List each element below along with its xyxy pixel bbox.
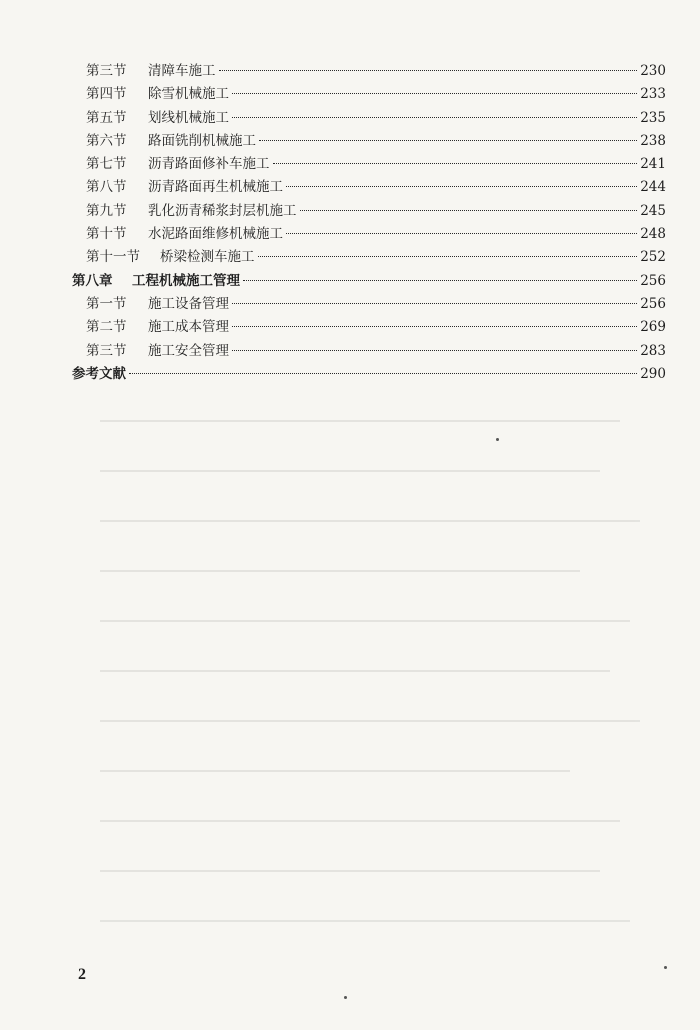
dot-leader bbox=[232, 303, 637, 304]
toc-entry[interactable] bbox=[72, 293, 666, 316]
section-title: 水泥路面维修机械施工 bbox=[148, 226, 283, 243]
section-number: 第四节 bbox=[86, 86, 127, 103]
page-number: 235 bbox=[640, 109, 666, 126]
section-title: 沥青路面再生机械施工 bbox=[148, 179, 283, 196]
dot-leader bbox=[129, 373, 637, 374]
page-number: 230 bbox=[640, 63, 666, 79]
dot-leader bbox=[300, 210, 638, 211]
page-number: 238 bbox=[640, 132, 666, 149]
page-number: 241 bbox=[640, 156, 666, 173]
section-number: 第一节 bbox=[86, 295, 127, 312]
section-number: 第八节 bbox=[86, 179, 127, 196]
print-speck bbox=[496, 438, 499, 441]
toc-entry[interactable] bbox=[72, 107, 666, 130]
dot-leader bbox=[273, 163, 638, 164]
chapter-title: 工程机械施工管理 bbox=[132, 272, 240, 289]
section-number: 第十节 bbox=[86, 226, 127, 243]
dot-leader bbox=[219, 70, 638, 71]
dot-leader bbox=[258, 256, 638, 257]
section-number: 第二节 bbox=[86, 319, 127, 336]
chapter-number: 第八章 bbox=[72, 272, 113, 289]
toc-entry[interactable] bbox=[72, 223, 666, 246]
toc-entry[interactable] bbox=[72, 60, 666, 83]
section-title: 施工成本管理 bbox=[148, 319, 229, 336]
section-title: 桥梁检测车施工 bbox=[160, 249, 255, 266]
folio-page-number: 2 bbox=[78, 966, 86, 983]
section-title: 乳化沥青稀浆封层机施工 bbox=[148, 202, 297, 219]
section-title: 路面铣削机械施工 bbox=[148, 132, 256, 149]
dot-leader bbox=[286, 233, 637, 234]
print-speck bbox=[664, 966, 667, 969]
page-number: 245 bbox=[640, 202, 666, 219]
page-number: 244 bbox=[640, 179, 666, 196]
section-number: 第十一节 bbox=[86, 249, 140, 266]
toc-entry[interactable] bbox=[72, 153, 666, 176]
toc-entry[interactable] bbox=[72, 200, 666, 223]
section-number: 第六节 bbox=[86, 132, 127, 149]
toc-entry[interactable] bbox=[72, 83, 666, 106]
section-number: 第五节 bbox=[86, 109, 127, 126]
page-number: 283 bbox=[640, 342, 666, 359]
section-number: 第九节 bbox=[86, 202, 127, 219]
page-number: 290 bbox=[640, 365, 666, 382]
section-number: 第七节 bbox=[86, 156, 127, 173]
dot-leader bbox=[232, 117, 637, 118]
toc-entry[interactable] bbox=[72, 130, 666, 153]
section-number: 第三节 bbox=[86, 342, 127, 359]
dot-leader bbox=[232, 326, 637, 327]
section-title: 除雪机械施工 bbox=[148, 86, 229, 103]
section-number: 第三节 bbox=[86, 63, 127, 79]
dot-leader bbox=[286, 186, 637, 187]
section-title: 沥青路面修补车施工 bbox=[148, 156, 270, 173]
toc-entry[interactable] bbox=[72, 316, 666, 339]
page-number: 256 bbox=[640, 295, 666, 312]
page-number: 248 bbox=[640, 226, 666, 243]
toc-entry[interactable] bbox=[72, 246, 666, 269]
dot-leader bbox=[232, 350, 637, 351]
page-number: 269 bbox=[640, 319, 666, 336]
dot-leader bbox=[243, 280, 637, 281]
toc-chapter-entry[interactable] bbox=[72, 270, 666, 293]
dot-leader bbox=[259, 140, 637, 141]
references-title: 参考文献 bbox=[72, 365, 126, 382]
page-number: 256 bbox=[640, 272, 666, 289]
table-of-contents bbox=[72, 60, 666, 386]
page-number: 252 bbox=[640, 249, 666, 266]
toc-entry[interactable] bbox=[72, 340, 666, 363]
section-title: 施工设备管理 bbox=[148, 295, 229, 312]
toc-entry[interactable] bbox=[72, 176, 666, 199]
reverse-side-bleed-through bbox=[60, 380, 670, 960]
print-speck bbox=[344, 996, 347, 999]
page-number: 233 bbox=[640, 86, 666, 103]
section-title: 划线机械施工 bbox=[148, 109, 229, 126]
section-title: 清障车施工 bbox=[148, 63, 216, 79]
section-title: 施工安全管理 bbox=[148, 342, 229, 359]
toc-references-entry[interactable] bbox=[72, 363, 666, 386]
dot-leader bbox=[232, 93, 637, 94]
